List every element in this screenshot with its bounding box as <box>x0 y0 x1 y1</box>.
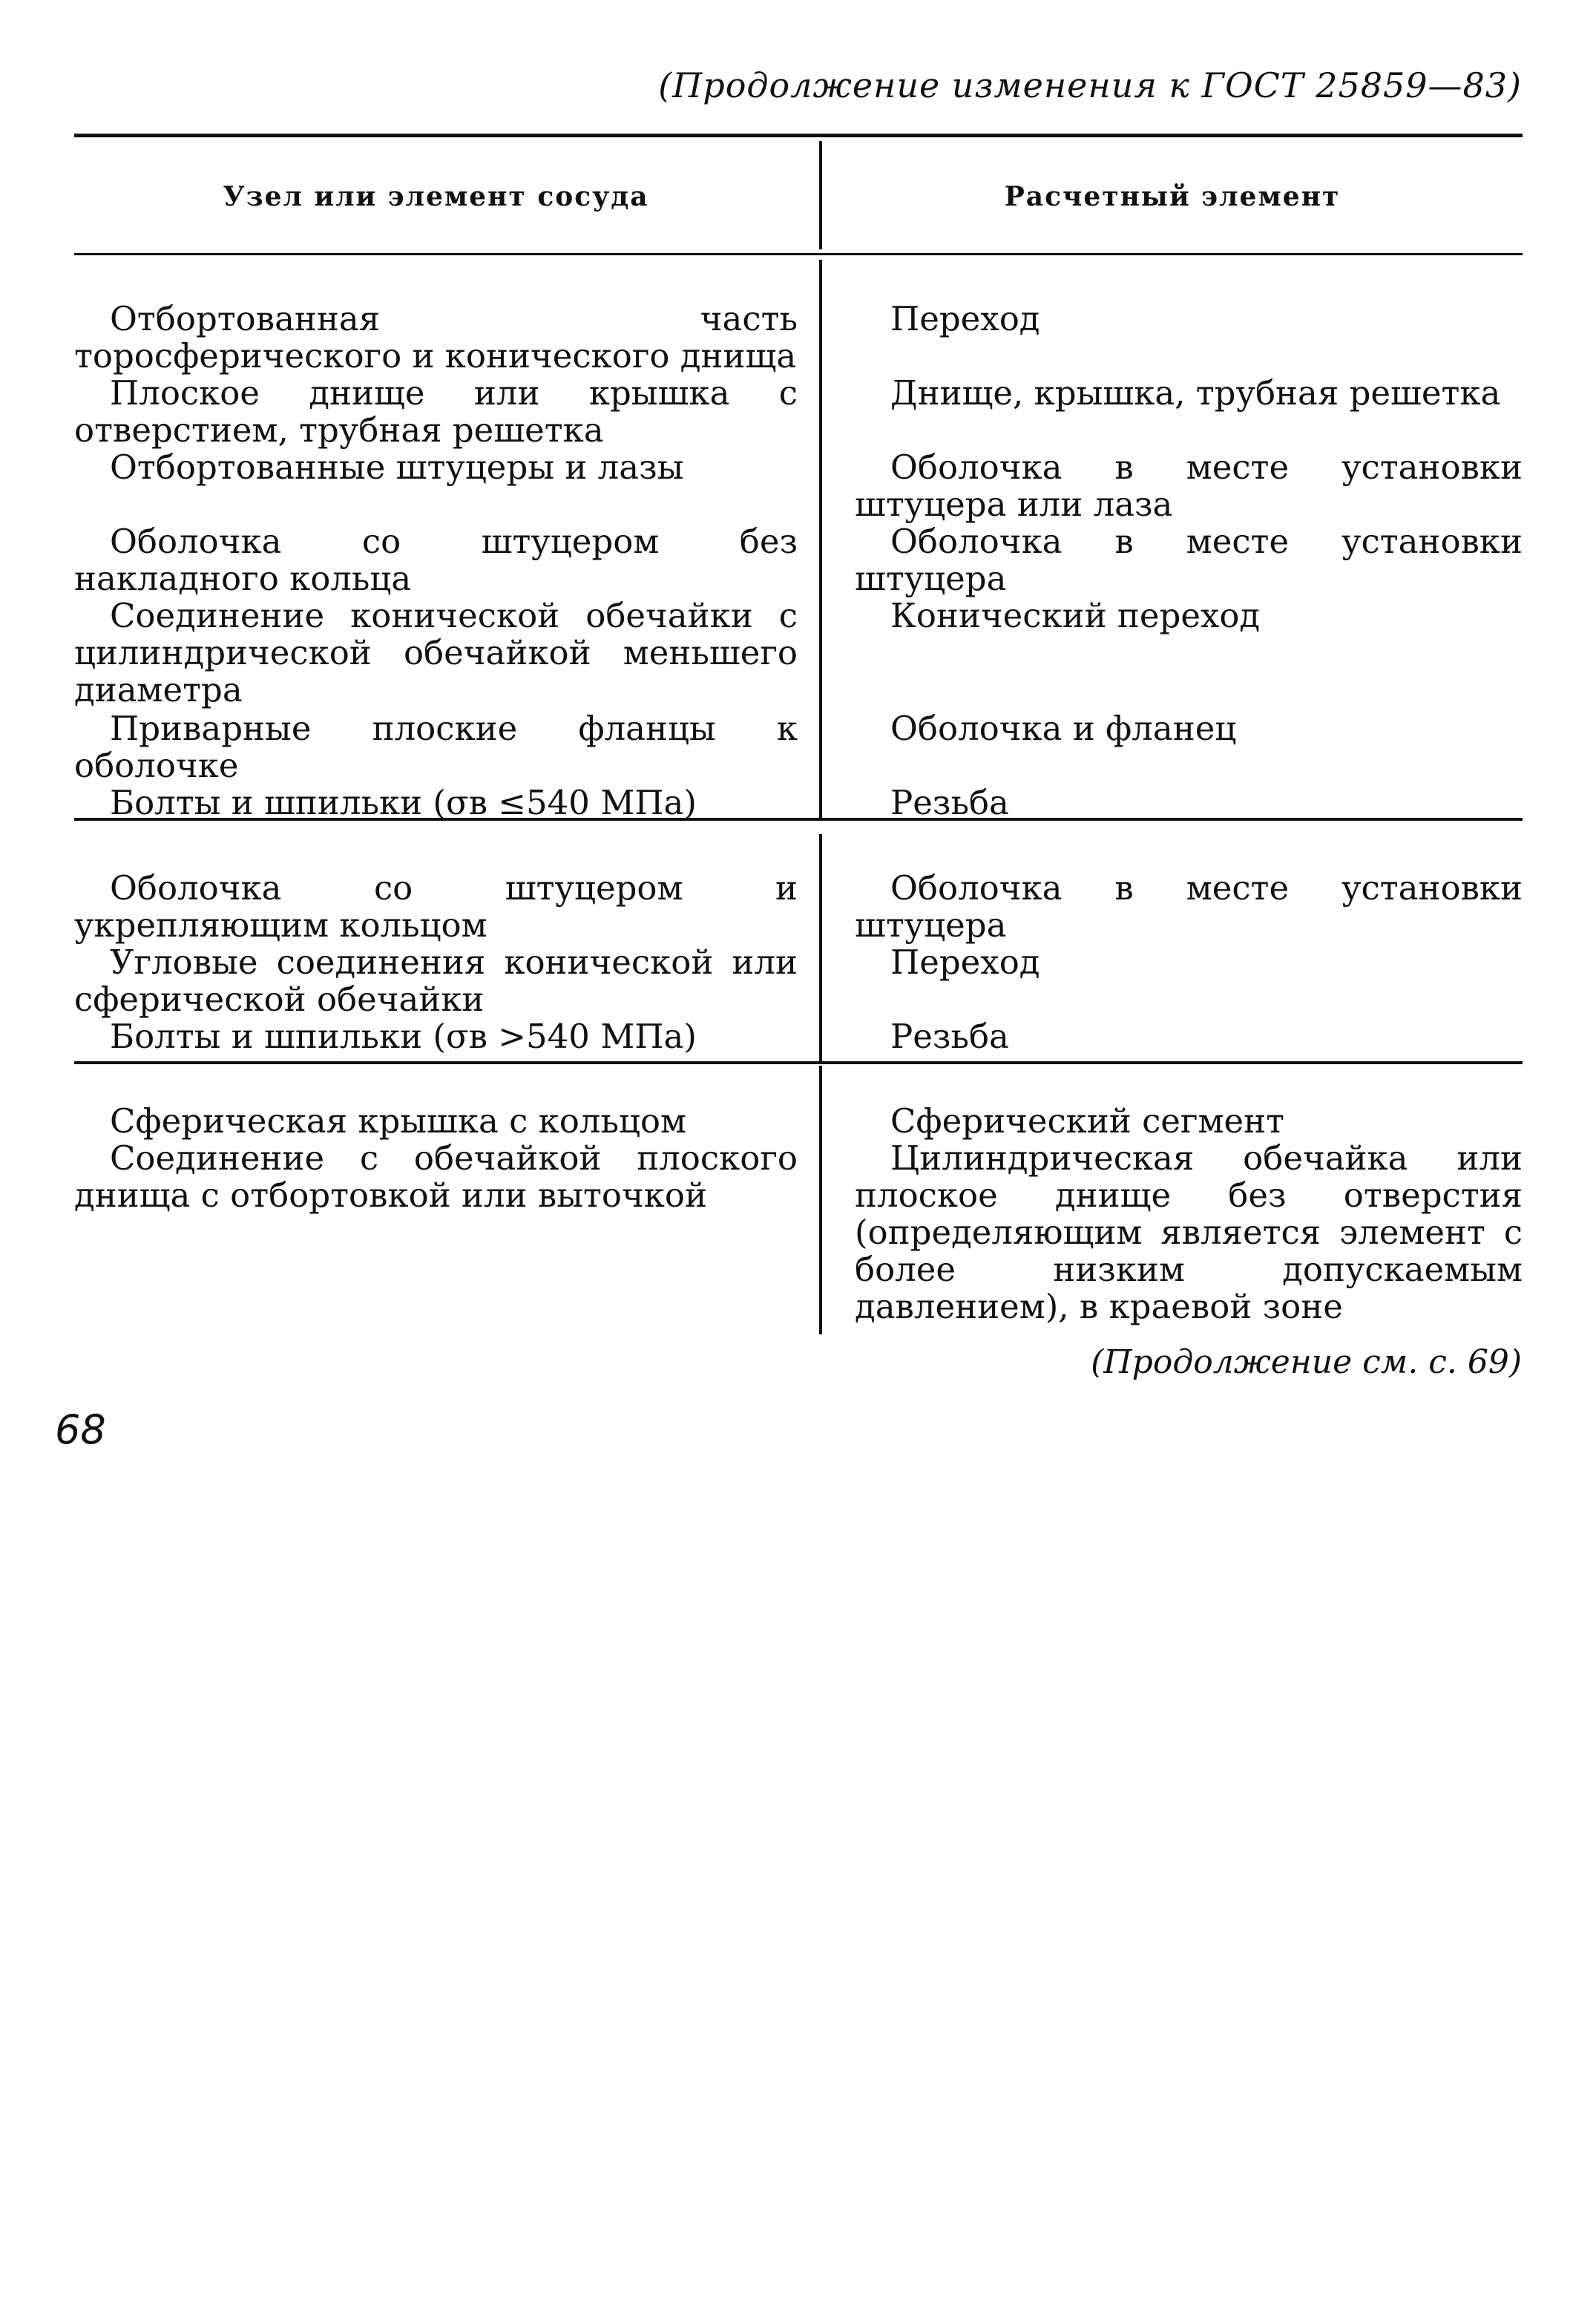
column-header-calc-element: Расчетный элемент <box>1004 181 1341 212</box>
table-cell-right: Цилиндрическая обечайка или плоское днище без отверстия (определяющим является элемент с более низким допускаемым давлением), в краевой зоне <box>855 1138 1523 1326</box>
table-cell-left: Сферическая крышка с кольцом <box>110 1101 686 1141</box>
table-cell-left: Отбортованная часть торосферического и конического днища <box>74 299 798 376</box>
table-cell-right: Переход <box>890 299 1040 338</box>
table-cell-right: Сферический сегмент <box>890 1101 1285 1141</box>
table-cell-left: Соединение конической обечайки с цилиндрической обечайкой меньшего диаметра <box>74 596 798 709</box>
page-number: 68 <box>55 1406 106 1453</box>
column-divider <box>819 1066 822 1334</box>
table-cell-left: Оболочка со штуцером и укрепляющим кольцом <box>74 868 798 945</box>
table-cell-left: Отбортованные штуцеры и лазы <box>110 447 684 487</box>
table-header-rule <box>74 253 1523 255</box>
table-cell-left: Болты и шпильки (σв ≤540 МПа) <box>110 783 697 822</box>
table-cell-right: Переход <box>890 942 1040 982</box>
table-cell-right: Оболочка в месте установки штуцера или лаза <box>855 447 1523 524</box>
continuation-note: (Продолжение см. с. 69) <box>1091 1343 1522 1381</box>
table-cell-left: Болты и шпильки (σв >540 МПа) <box>110 1017 697 1056</box>
table-cell-right: Днище, крышка, трубная решетка <box>890 373 1501 413</box>
column-header-assembly: Узел или элемент сосуда <box>223 181 649 212</box>
column-divider <box>819 260 822 818</box>
table-cell-right: Оболочка в месте установки штуцера <box>855 522 1523 598</box>
table-cell-right: Оболочка в месте установки штуцера <box>855 868 1523 945</box>
table-cell-left: Плоское днище или крышка с отверстием, трубная решетка <box>74 373 798 450</box>
table-cell-left: Оболочка со штуцером без накладного кольца <box>74 522 798 598</box>
table-cell-left: Приварные плоские фланцы к оболочке <box>74 709 798 785</box>
table-cell-right: Конический переход <box>890 596 1261 635</box>
table-cell-left: Соединение с обечайкой плоского днища с отбортовкой или выточкой <box>74 1138 798 1215</box>
group-divider-2 <box>74 1061 1523 1064</box>
table-cell-right: Резьба <box>890 783 1009 822</box>
table-cell-right: Оболочка и фланец <box>890 709 1237 748</box>
column-divider <box>819 834 822 1061</box>
page-header: (Продолжение изменения к ГОСТ 25859—83) <box>658 65 1522 105</box>
table-cell-left: Угловые соединения конической или сферической обечайки <box>74 942 798 1019</box>
table-top-rule <box>74 134 1523 137</box>
table-cell-right: Резьба <box>890 1017 1009 1056</box>
